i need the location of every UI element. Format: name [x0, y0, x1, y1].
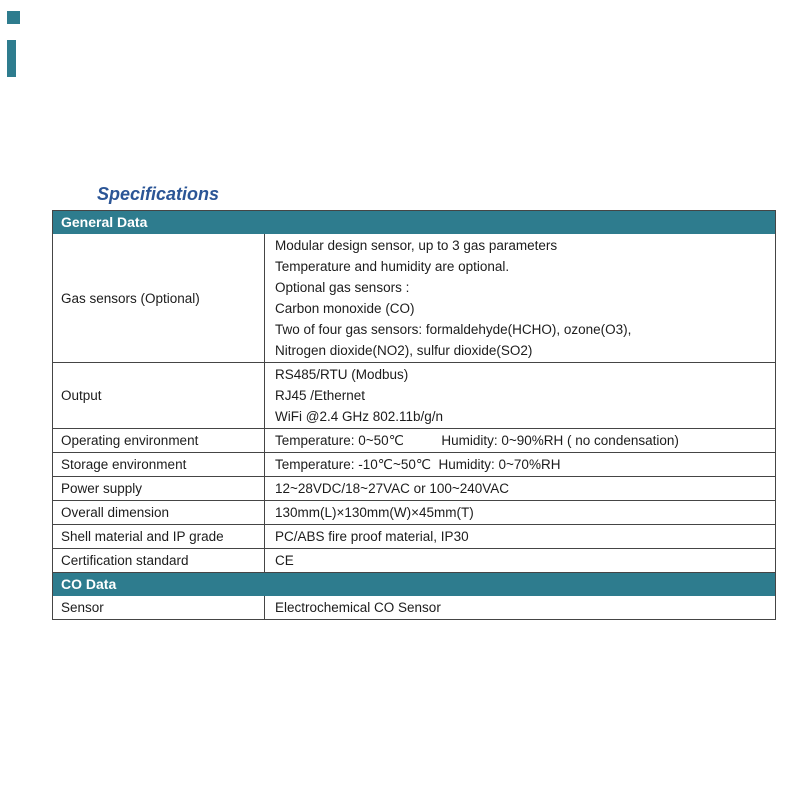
value-line: CE [275, 553, 294, 568]
decorative-corner-mark [7, 40, 16, 77]
value-line: Two of four gas sensors: formaldehyde(HCHO), ozone(O3), [275, 322, 632, 337]
value-line: Temperature and humidity are optional. [275, 259, 510, 274]
page-title: Specifications [97, 184, 220, 204]
row-label: Power supply [53, 477, 265, 500]
section-header: General Data [53, 211, 775, 234]
value-line: Modular design sensor, up to 3 gas parameters [275, 238, 558, 253]
row-label: Operating environment [53, 429, 265, 452]
specifications-table [52, 210, 776, 620]
value-line: RS485/RTU (Modbus) [275, 367, 409, 382]
value-line: Electrochemical CO Sensor [275, 600, 441, 615]
row-value [265, 596, 775, 619]
row-label: Storage environment [53, 453, 265, 476]
value-line: Optional gas sensors : [275, 280, 410, 295]
section-header: CO Data [53, 573, 775, 596]
row-label: Output [53, 363, 265, 428]
row-label: Overall dimension [53, 501, 265, 524]
table-row [53, 477, 775, 501]
table-row [53, 525, 775, 549]
row-value [265, 501, 775, 524]
table-row [53, 363, 775, 429]
row-value [265, 549, 775, 572]
table-row [53, 429, 775, 453]
row-label: Sensor [53, 596, 265, 619]
value-line: Nitrogen dioxide(NO2), sulfur dioxide(SO2) [275, 343, 533, 358]
value-line: Temperature: 0~50℃ Humidity: 0~90%RH ( no condensation) [275, 433, 679, 448]
row-value [265, 477, 775, 500]
value-line: WiFi @2.4 GHz 802.11b/g/n [275, 409, 444, 424]
row-value [265, 363, 775, 428]
value-line: Temperature: -10℃~50℃ Humidity: 0~70%RH [275, 457, 561, 472]
row-value [265, 453, 775, 476]
table-row [53, 501, 775, 525]
value-line: PC/ABS fire proof material, IP30 [275, 529, 469, 544]
row-value [265, 234, 775, 362]
row-value [265, 429, 775, 452]
table-row [53, 234, 775, 363]
value-line: Carbon monoxide (CO) [275, 301, 415, 316]
value-line: 12~28VDC/18~27VAC or 100~240VAC [275, 481, 510, 496]
table-row [53, 453, 775, 477]
row-value [265, 525, 775, 548]
table-row [53, 596, 775, 619]
value-line: 130mm(L)×130mm(W)×45mm(T) [275, 505, 474, 520]
row-label: Gas sensors (Optional) [53, 234, 265, 362]
table-row [53, 549, 775, 573]
row-label: Certification standard [53, 549, 265, 572]
value-line: RJ45 /Ethernet [275, 388, 366, 403]
row-label: Shell material and IP grade [53, 525, 265, 548]
decorative-corner-mark [7, 11, 20, 24]
